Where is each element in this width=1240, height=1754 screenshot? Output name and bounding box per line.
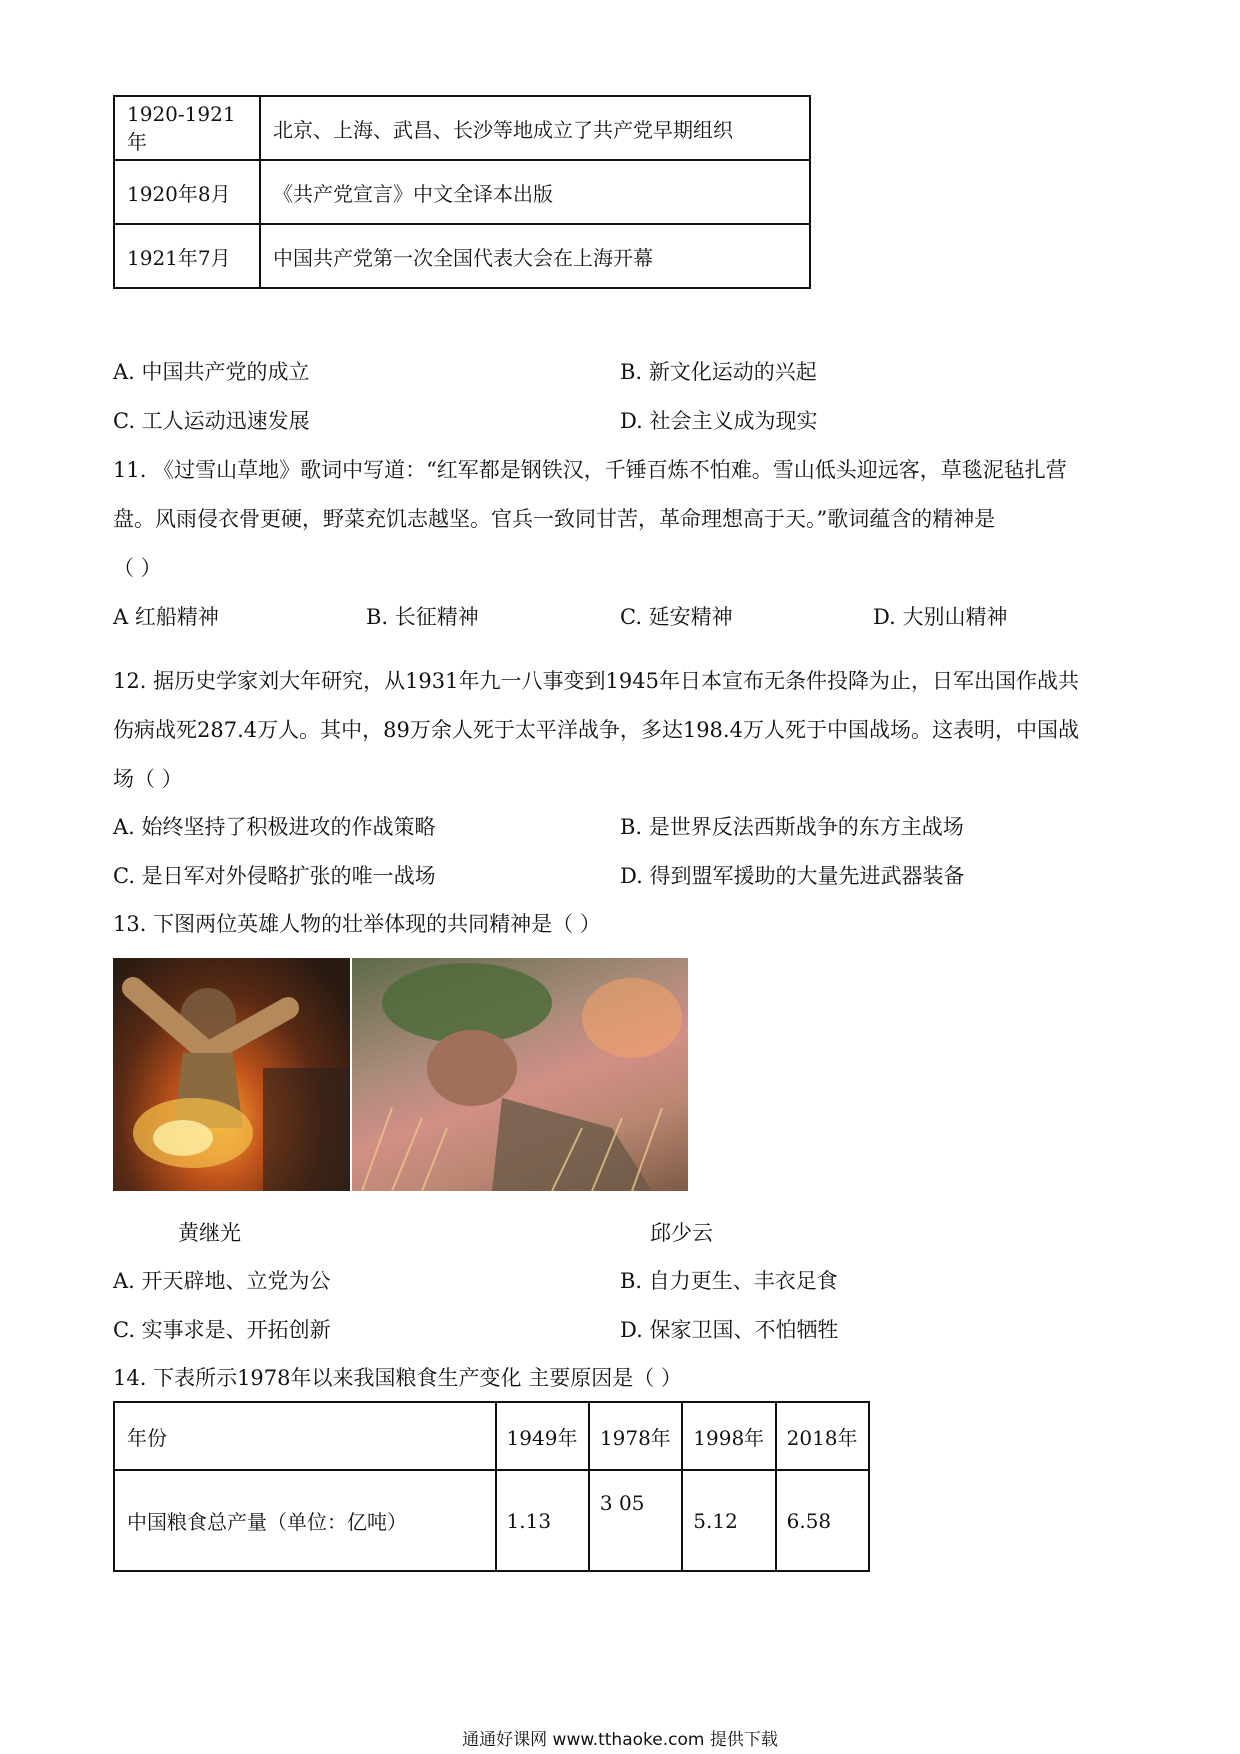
table-cell-event: 北京、上海、武昌、长沙等地成立了共产党早期组织 xyxy=(260,96,810,160)
q12-stem-line1: 12. 据历史学家刘大年研究，从1931年九一八事变到1945年日本宣布无条件投降为止，日军出国作战共 xyxy=(113,669,1079,693)
table-header-cell: 1978年 xyxy=(589,1402,682,1470)
q10-option-d[interactable]: D. 社会主义成为现实 xyxy=(620,409,818,433)
q13-option-b[interactable]: B. 自力更生、丰衣足食 xyxy=(620,1269,838,1293)
qiu-shaoyun-painting xyxy=(352,958,688,1191)
table-row xyxy=(114,96,810,160)
q11-option-b[interactable]: B. 长征精神 xyxy=(366,605,479,629)
grain-output-table xyxy=(113,1401,870,1572)
q13-stem: 13. 下图两位英雄人物的壮举体现的共同精神是（ ） xyxy=(113,912,601,936)
table-row-label: 中国粮食总产量（单位：亿吨） xyxy=(114,1470,496,1571)
table-cell: 6.58 xyxy=(776,1470,869,1571)
table-cell-date: 1921年7月 xyxy=(114,224,260,288)
q11-option-a[interactable]: A 红船精神 xyxy=(113,605,219,629)
table-header-cell: 2018年 xyxy=(776,1402,869,1470)
q12-option-d[interactable]: D. 得到盟军援助的大量先进武器装备 xyxy=(620,864,965,888)
table-cell-event: 中国共产党第一次全国代表大会在上海开幕 xyxy=(260,224,810,288)
table-header-cell: 1949年 xyxy=(496,1402,589,1470)
q11-stem-line1: 11. 《过雪山草地》歌词中写道：“红军都是钢铁汉，千锤百炼不怕难。雪山低头迎远客，草毯泥毡扎营 xyxy=(113,458,1067,482)
table-cell-date: 1920-1921年 xyxy=(114,96,260,160)
q12-option-a[interactable]: A. 始终坚持了积极进攻的作战策略 xyxy=(113,815,436,839)
q11-stem-line2: 盘。风雨侵衣骨更硬，野菜充饥志越坚。官兵一致同甘苦，革命理想高于天。”歌词蕴含的精神是 xyxy=(113,507,996,531)
table-row xyxy=(114,1470,869,1571)
q10-option-a[interactable]: A. 中国共产党的成立 xyxy=(113,360,310,384)
q12-stem-line2: 伤病战死287.4万人。其中，89万余人死于太平洋战争，多达198.4万人死于中国战场。这表明，中国战 xyxy=(113,718,1079,742)
table-header-cell: 年份 xyxy=(114,1402,496,1470)
table-cell-date: 1920年8月 xyxy=(114,160,260,224)
table-cell: 1.13 xyxy=(496,1470,589,1571)
table-row xyxy=(114,224,810,288)
table-header-cell: 1998年 xyxy=(682,1402,775,1470)
q12-option-b[interactable]: B. 是世界反法西斯战争的东方主战场 xyxy=(620,815,964,839)
q11-answer-blank: （ ） xyxy=(113,556,162,580)
table-header-row xyxy=(114,1402,869,1470)
q13-option-d[interactable]: D. 保家卫国、不怕牺牲 xyxy=(620,1318,839,1342)
table-cell: 5.12 xyxy=(682,1470,775,1571)
q13-option-a[interactable]: A. 开天辟地、立党为公 xyxy=(113,1269,331,1293)
q11-option-d[interactable]: D. 大别山精神 xyxy=(873,605,1008,629)
table-cell: 3 05 xyxy=(589,1470,682,1571)
q10-option-c[interactable]: C. 工人运动迅速发展 xyxy=(113,409,310,433)
timeline-table xyxy=(113,95,811,289)
table-row xyxy=(114,160,810,224)
q10-option-b[interactable]: B. 新文化运动的兴起 xyxy=(620,360,817,384)
table-cell-event: 《共产党宣言》中文全译本出版 xyxy=(260,160,810,224)
q12-stem-line3: 场（ ） xyxy=(113,767,183,791)
caption-huang-jiguang: 黄继光 xyxy=(178,1221,241,1245)
q14-stem: 14. 下表所示1978年以来我国粮食生产变化 主要原因是（ ） xyxy=(113,1366,682,1390)
caption-qiu-shaoyun: 邱少云 xyxy=(650,1221,713,1245)
q12-option-c[interactable]: C. 是日军对外侵略扩张的唯一战场 xyxy=(113,864,436,888)
page-footer: 通通好课网 www.tthaoke.com 提供下载 xyxy=(462,1730,778,1750)
q13-option-c[interactable]: C. 实事求是、开拓创新 xyxy=(113,1318,331,1342)
q11-option-c[interactable]: C. 延安精神 xyxy=(620,605,733,629)
huang-jiguang-painting xyxy=(113,958,350,1191)
